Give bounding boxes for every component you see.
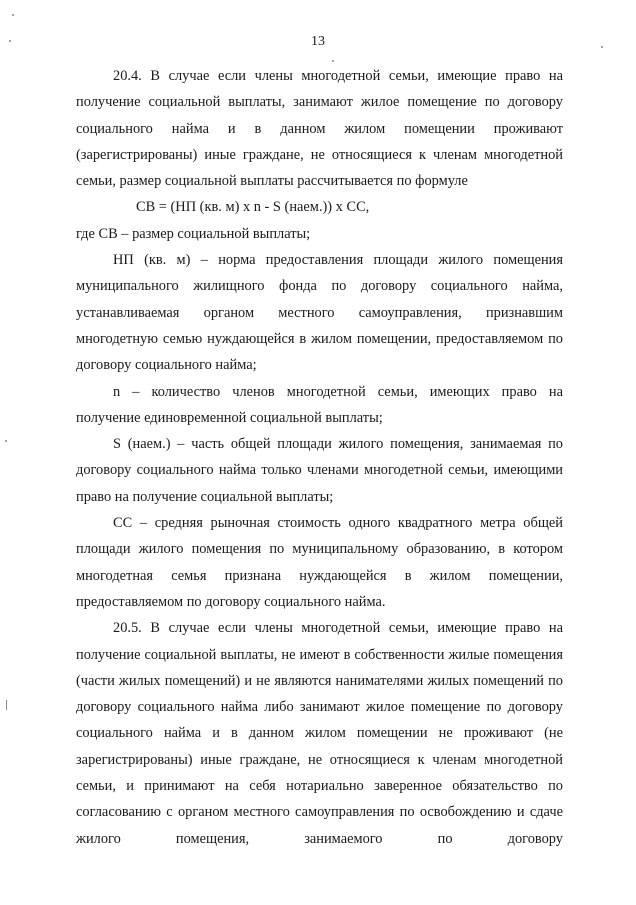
formula-definition-sv: где СВ – размер социальной выплаты; bbox=[76, 225, 311, 242]
scan-speck bbox=[332, 60, 334, 62]
scan-speck bbox=[6, 700, 7, 710]
scan-speck bbox=[601, 46, 603, 48]
formula-definition-cc: СС – средняя рыночная стоимость одного квадратного метра общей площади жилого помещения по муниципальному образованию, в котором многодетная семья признана нуждающейся в жилом помещении, предоставляемом по договору социального найма. bbox=[76, 515, 563, 610]
scan-speck bbox=[12, 14, 14, 16]
paragraph-20-4: 20.4. В случае если члены многодетной семьи, имеющие право на получение социальной выплаты, занимают жилое помещение по договору социального найма и в данном жилом помещении проживают (зарегистрированы) иные граждане, не относящиеся к членам многодетной семьи, размер социальной выплаты рассчитывается по формуле bbox=[76, 68, 563, 190]
document-body bbox=[76, 63, 563, 852]
page-number: 13 bbox=[311, 34, 325, 49]
formula: СВ = (НП (кв. м) x n - S (наем.)) x СС, bbox=[136, 199, 370, 216]
scan-speck bbox=[5, 440, 7, 442]
formula-definition-s: S (наем.) – часть общей площади жилого помещения, занимаемая по договору социального найма только членами многодетной семьи, имеющими право на получение социальной выплаты; bbox=[76, 436, 563, 505]
paragraph-20-5: 20.5. В случае если члены многодетной семьи, имеющие право на получение социальной выплаты, не имеют в собственности жилые помещения (части жилых помещений) и не являются нанимателями жилых помещений по договору социального найма либо занимают жилое помещение по договору социального найма и в данном жилом помещении не проживают (не зарегистрированы) иные граждане, не относящиеся к членам многодетной семьи, и принимают на себя нотариально заверенное обязательство по согласованию с органом местного самоуправления по освобождению и сдаче жилого помещения, занимаемого по договору bbox=[76, 620, 563, 847]
scan-speck bbox=[9, 40, 11, 42]
formula-definition-np: НП (кв. м) – норма предоставления площади жилого помещения муниципального жилищного фонда по договору социального найма, устанавливаемая органом местного самоуправления, признавшим многодетную семью нуждающейся в жилом помещении, предоставляемом по договору социального найма; bbox=[76, 252, 563, 374]
formula-definition-n: n – количество членов многодетной семьи, имеющих право на получение единовременной социальной выплаты; bbox=[76, 383, 563, 426]
